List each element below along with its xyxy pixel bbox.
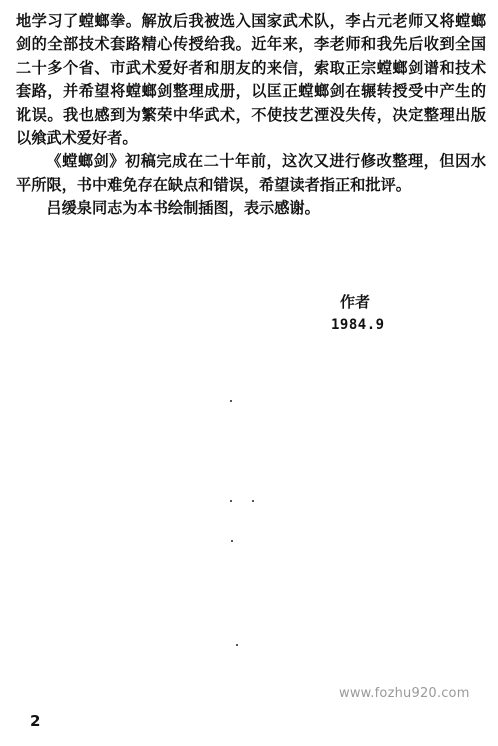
body-text xyxy=(16,10,486,221)
preface-date: 1984.9 xyxy=(331,317,385,333)
paragraph-3: 吕缓泉同志为本书绘制插图，表示感谢。 xyxy=(46,199,320,218)
scan-speck xyxy=(230,500,232,502)
author-signature: 作者 xyxy=(340,293,371,311)
scan-speck xyxy=(252,500,254,502)
paragraph-1: 地学习了螳螂拳。解放后我被选入国家武术队，李占元老师又将螳螂剑的全部技术套路精心传授给我。近年来，李老师和我先后收到全国二十多个省、市武术爱好者和朋友的来信，索取正宗螳螂剑谱和技术套路，并希望将螳螂剑整理成册，以匡正螳螂剑在辗转授受中产生的讹误。我也感到为繁荣中华武术，不使技艺湮没失传，决定整理出版以飨武术爱好者。 xyxy=(16,12,486,148)
scan-speck xyxy=(231,540,233,542)
paragraph-2: 《螳螂剑》初稿完成在二十年前，这次又进行修改整理，但因水平所限，书中难免存在缺点和错误，希望读者指正和批评。 xyxy=(16,152,486,194)
page-number: 2 xyxy=(30,712,41,730)
site-watermark: www.fozhu920.com xyxy=(339,686,470,701)
scan-speck xyxy=(230,400,232,402)
scan-speck xyxy=(236,644,238,646)
